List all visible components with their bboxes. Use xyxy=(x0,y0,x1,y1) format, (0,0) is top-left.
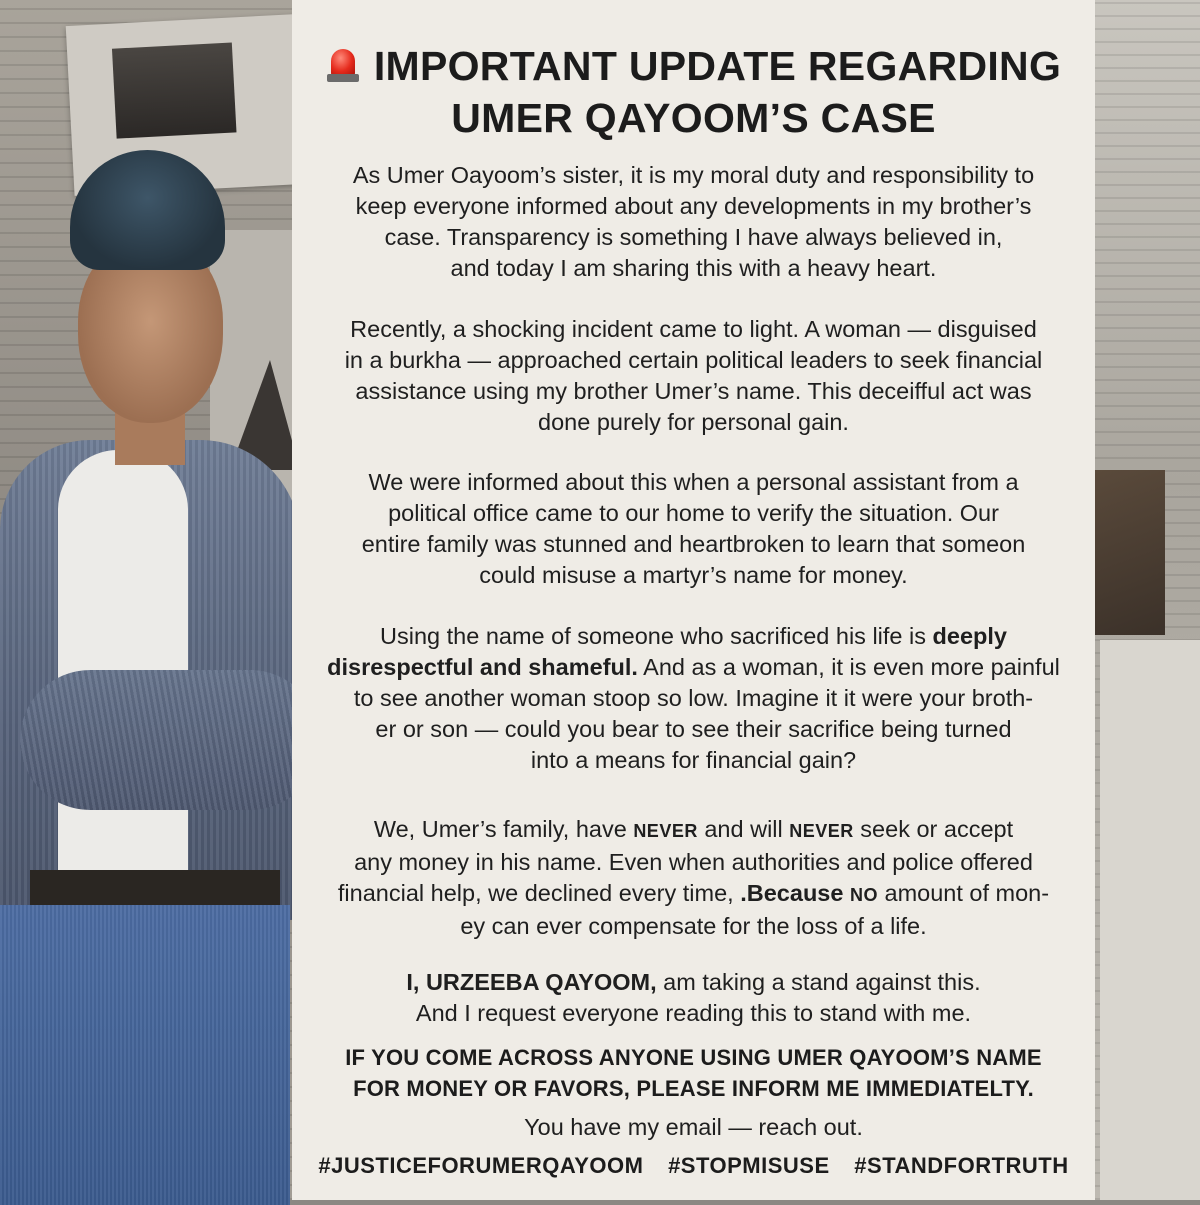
text-line: We were informed about this when a personal assistant from a xyxy=(368,469,1019,495)
title-line-2: UMER QAYOOM’S CASE xyxy=(451,95,936,141)
callout-notice xyxy=(292,1042,1095,1104)
hashtags xyxy=(292,1153,1095,1179)
text-line: assistance using my brother Umer’s name. This deceifful act was xyxy=(355,378,1032,404)
text-run: seek or accept xyxy=(853,816,1014,842)
text-line xyxy=(292,878,1095,911)
text-line xyxy=(292,814,1095,847)
text-line: and today I am sharing this with a heavy heart. xyxy=(450,255,937,281)
hashtag[interactable]: #JUSTICEFORUMERQAYOOM xyxy=(318,1153,644,1178)
text-line: You have my email — reach out. xyxy=(524,1114,863,1140)
text-run: Using the name of someone who sacrificed his life is xyxy=(380,623,933,649)
text-line: entire family was stunned and heartbroken to learn that someon xyxy=(361,531,1026,557)
text-line: er or son — could you bear to see their sacrifice being turned xyxy=(375,716,1012,742)
emphasis-text: NEVER xyxy=(789,821,854,841)
paragraph-intro xyxy=(292,160,1095,284)
newspaper-clipping xyxy=(1100,640,1200,1200)
text-line: FOR MONEY OR FAVORS, PLEASE INFORM ME IMMEDIATELTY. xyxy=(353,1076,1034,1101)
hashtag[interactable]: #STOPMISUSE xyxy=(668,1153,830,1178)
text-line: Recently, a shocking incident came to light. A woman — disguised xyxy=(350,316,1037,342)
text-line: As Umer Oayoom’s sister, it is my moral duty and responsibility to xyxy=(352,162,1035,188)
paragraph-disrespect xyxy=(292,621,1095,776)
hashtag[interactable]: #STANDFORTRUTH xyxy=(854,1153,1069,1178)
text-line: keep everyone informed about any developments in my brother’s xyxy=(355,193,1032,219)
portrait-belt xyxy=(30,870,280,910)
paragraph-informed xyxy=(292,467,1095,591)
text-line: done purely for personal gain. xyxy=(538,409,849,435)
text-line: any money in his name. Even when authorities and police offered xyxy=(354,849,1033,875)
paragraph-incident xyxy=(292,314,1095,438)
emphasis-text: NO xyxy=(849,885,878,905)
text-line: political office came to our home to verify the situation. Our xyxy=(388,500,999,526)
text-run: and will xyxy=(697,816,790,842)
bold-text: I, URZEEBA QAYOOM, xyxy=(406,969,657,995)
portrait-crossed-arms xyxy=(20,670,320,810)
text-line: in a burkha — approached certain political leaders to seek financial xyxy=(344,347,1043,373)
text-line xyxy=(292,967,1095,998)
emphasis-text: NEVER xyxy=(633,821,698,841)
newspaper-photo xyxy=(112,42,237,138)
portrait-jeans xyxy=(0,905,290,1205)
paragraph-stand xyxy=(292,967,1095,1029)
newspaper-collage-right xyxy=(1095,0,1200,1200)
title-text-1: IMPORTANT UPDATE REGARDING xyxy=(373,43,1062,89)
text-run: financial help, we declined every time, xyxy=(337,880,741,906)
title-line-1 xyxy=(292,40,1095,92)
bold-text: deeply xyxy=(932,623,1007,649)
text-run: And as a woman, it is even more painful xyxy=(637,654,1060,680)
email-line xyxy=(292,1112,1095,1143)
text-run: am taking a stand against this. xyxy=(656,969,981,995)
text-line: to see another woman stoop so low. Imagine it it were your broth- xyxy=(353,685,1034,711)
text-line: into a means for financial gain? xyxy=(530,747,857,773)
bold-text: disrespectful and shameful. xyxy=(327,654,638,680)
portrait-cap xyxy=(70,150,225,270)
page-title xyxy=(292,40,1095,144)
text-line: IF YOU COME ACROSS ANYONE USING UMER QAYOOM’S NAME xyxy=(345,1045,1042,1070)
text-line xyxy=(292,621,1095,652)
text-run: amount of mon- xyxy=(877,880,1050,906)
portrait-photo xyxy=(0,150,330,1200)
bold-text: .Because xyxy=(740,880,844,906)
newspaper-photo xyxy=(1095,470,1165,635)
police-siren-icon xyxy=(326,47,360,83)
text-line: could misuse a martyr’s name for money. xyxy=(479,562,908,588)
text-line xyxy=(292,652,1095,683)
text-line: And I request everyone reading this to stand with me. xyxy=(415,1000,972,1026)
text-panel xyxy=(292,0,1095,1200)
text-line: case. Transparency is something I have always believed in, xyxy=(384,224,1003,250)
text-run: We, Umer’s family, have xyxy=(373,816,634,842)
text-line: ey can ever compensate for the loss of a life. xyxy=(460,913,927,939)
paragraph-family xyxy=(292,814,1095,942)
